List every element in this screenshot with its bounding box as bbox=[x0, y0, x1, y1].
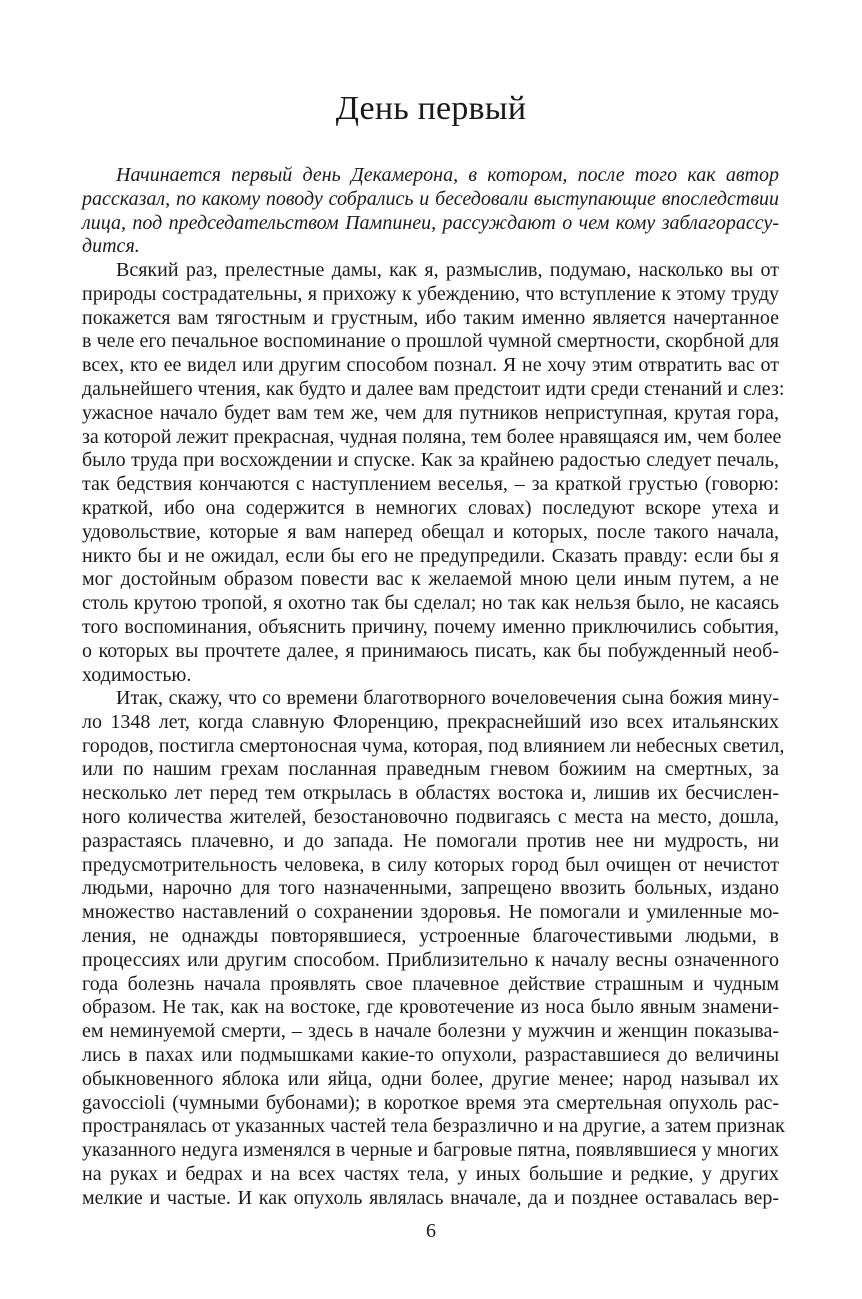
text-line: людьми, нарочно для того назначенными, запрещено ввозить больных, издано bbox=[82, 877, 779, 900]
text-line: Итак, скажу, что со времени благотворного вочеловечения сына божия мину- bbox=[116, 687, 779, 709]
text-line: или по нашим грехам посланная праведным гневом божиим на смертных, за bbox=[82, 758, 779, 781]
text-line: образом. Не так, как на востоке, где кровотечение из носа было явным знамени- bbox=[82, 996, 779, 1019]
text-line: ходимостью. bbox=[82, 663, 192, 686]
text-line: gavoccioli (чумными бубонами); в короткое время эта смертельная опухоль рас- bbox=[82, 1091, 779, 1114]
text-line: в челе его печальное воспоминание о прошлой чумной смертности, скорбной для bbox=[82, 330, 779, 353]
text-line: ления, не однажды повторявшиеся, устроенные благочестивыми людьми, в bbox=[82, 924, 779, 947]
paragraph-2 bbox=[82, 687, 785, 1211]
text-line: лись в пахах или подмышками какие-то опухоли, разраставшиеся до величины bbox=[82, 1043, 779, 1066]
chapter-title: День первый bbox=[335, 90, 527, 127]
intro-line: лица, под председательством Пампинеи, рассуждают о чем кому заблагорассу- bbox=[82, 211, 779, 234]
text-line: удовольствие, которые я вам наперед обещал и которых, после такого начала, bbox=[82, 520, 779, 543]
text-line: о которых вы прочтете далее, я принимаюсь писать, как бы побужденный необ- bbox=[82, 639, 779, 662]
chapter-intro bbox=[82, 164, 779, 259]
text-line: обыкновенного яблока или яйца, одни более, другие менее; народ называл их bbox=[82, 1067, 779, 1090]
text-line: указанного недуга изменялся в черные и багровые пятна, появлявшиеся у многих bbox=[82, 1139, 779, 1162]
text-line: предусмотрительность человека, в силу которых город был очищен от нечистот bbox=[82, 853, 779, 876]
text-line: столь крутою тропой, я охотно так бы сделал; но так как нельзя было, не касаясь bbox=[82, 592, 779, 615]
text-line: никто бы и не ожидал, если бы его не предупредили. Сказать правду: если бы я bbox=[82, 544, 779, 567]
text-line: мелкие и частые. И как опухоль являлась вначале, да и позднее оставалась вер- bbox=[82, 1186, 779, 1209]
text-line: краткой, ибо она содержится в немногих словах) последуют вскоре утеха и bbox=[82, 496, 779, 519]
text-line: на руках и бедрах и на всех частях тела, у иных большие и редкие, у других bbox=[82, 1162, 779, 1185]
text-line: ного количества жителей, безостановочно подвигаясь с места на место, дошла, bbox=[82, 805, 779, 828]
text-line: Всякий раз, прелестные дамы, как я, размыслив, подумаю, насколько вы от bbox=[116, 259, 779, 281]
text-line: ло 1348 лет, когда славную Флоренцию, прекраснейший изо всех итальянских bbox=[82, 710, 779, 733]
text-line: разрастаясь плачевно, и до запада. Не помогали против нее ни мудрость, ни bbox=[82, 829, 779, 852]
text-line: дальнейшего чтения, как будто и далее вам предстоит идти среди стенаний и слез: bbox=[82, 377, 785, 400]
text-line: городов, постигла смертоносная чума, которая, под влиянием ли небесных светил, bbox=[82, 734, 785, 757]
text-line: мог достойным образом повести вас к желаемой мною цели иным путем, а не bbox=[82, 568, 779, 591]
text-line: ем неминуемой смерти, – здесь в начале болезни у мужчин и женщин показыва- bbox=[82, 1020, 779, 1043]
text-line: того воспоминания, объяснить причину, почему именно приключились события, bbox=[82, 615, 779, 638]
text-line: ужасное начало будет вам тем же, чем для путников неприступная, крутая гора, bbox=[82, 401, 779, 424]
text-line: за которой лежит прекрасная, чудная поляна, тем более нравящаяся им, чем более bbox=[82, 425, 782, 448]
text-line: природы сострадательны, я прихожу к убеждению, что вступление к этому труду bbox=[82, 282, 779, 305]
intro-line: Начинается первый день Декамерона, в котором, после того как автор bbox=[116, 164, 779, 186]
text-line: покажется вам тягостным и грустным, ибо таким именно является начертанное bbox=[82, 306, 779, 329]
page-number: 6 bbox=[426, 1220, 436, 1242]
text-line: множество наставлений о сохранении здоровья. Не помогали и умиленные мо- bbox=[82, 901, 779, 924]
text-line: процессиях или другим способом. Приблизительно к началу весны означенного bbox=[82, 948, 779, 971]
text-line: года болезнь начала проявлять свое плачевное действие страшным и чудным bbox=[82, 972, 779, 995]
text-line: так бедствия кончаются с наступлением веселья, – за краткой грустью (говорю: bbox=[82, 473, 779, 496]
text-line: было труда при восхождении и спуске. Как за крайнею радостью следует печаль, bbox=[82, 449, 779, 472]
text-line: несколько лет перед тем открылась в областях востока и, лишив их бесчислен- bbox=[82, 782, 779, 805]
paragraph-1 bbox=[82, 259, 785, 687]
text-line: всех, кто ее видел или другим способом познал. Я не хочу этим отвратить вас от bbox=[82, 354, 779, 377]
text-line: пространялась от указанных частей тела безразлично и на другие, а затем признак bbox=[82, 1115, 785, 1138]
intro-line: рассказал, по какому поводу собрались и беседовали выступающие впоследствии bbox=[82, 187, 779, 210]
intro-line: дится. bbox=[82, 235, 140, 258]
